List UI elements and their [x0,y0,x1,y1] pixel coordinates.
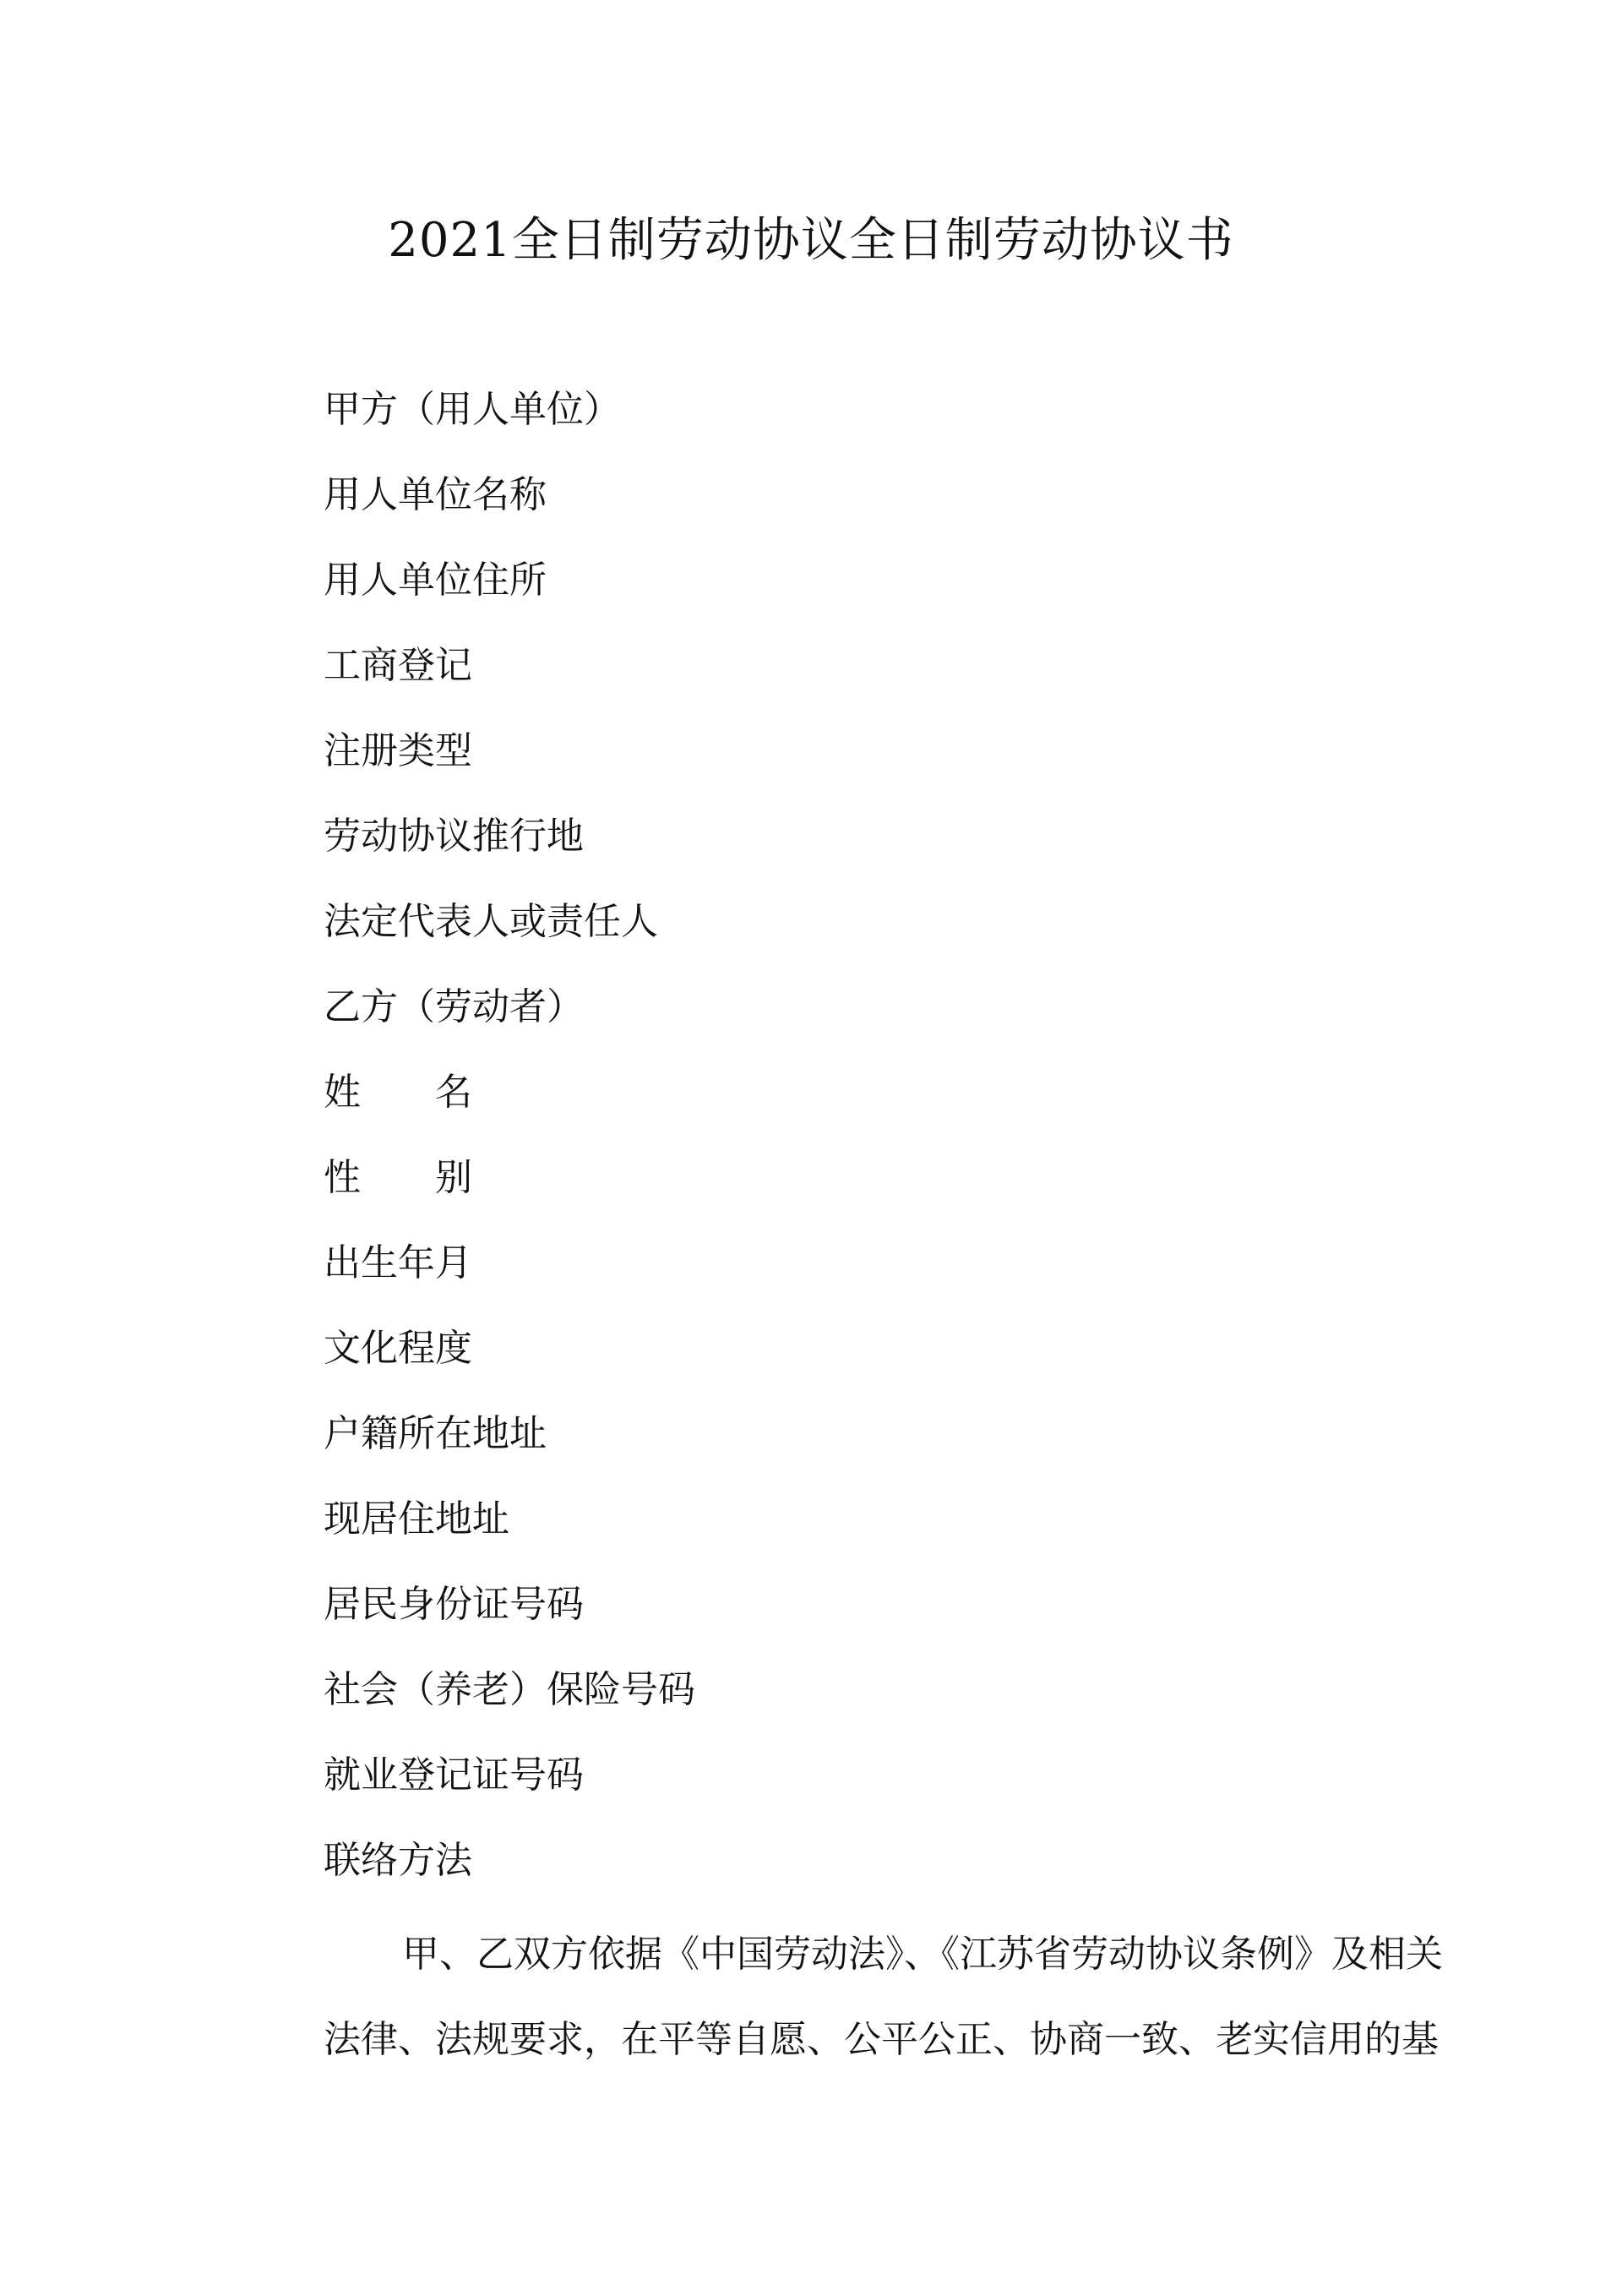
field-label: 工商登记 [324,644,472,687]
field-label: 现居住地址 [324,1497,509,1541]
body-paragraph [245,1912,1443,2082]
field-label: 用人单位住所 [324,559,547,602]
field-label: 用人单位名称 [324,473,547,516]
document-title: 2021全日制劳动协议全日制劳动协议书 [388,213,1234,268]
field-label: 居民身份证号码 [324,1583,584,1626]
field-label: 联络方法 [324,1839,472,1882]
field-label: 甲方（用人单位） [324,388,621,431]
field-label: 法定代表人或责任人 [324,900,658,943]
field-label: 户籍所在地址 [324,1412,547,1455]
field-label: 出生年月 [324,1241,472,1284]
party-info-field-list [324,376,695,1912]
field-label: 文化程度 [324,1327,472,1370]
field-label: 姓 名 [324,1071,472,1114]
body-paragraph-line: 甲、乙双方依据《中国劳动法》、《江苏省劳动协议条例》及相关 [402,1933,1443,1976]
field-label: 乙方（劳动者） [324,985,584,1028]
field-label: 就业登记证号码 [324,1753,584,1797]
field-label: 性 别 [324,1156,472,1199]
field-label: 注册类型 [324,729,472,772]
body-paragraph-line: 法律、法规要求，在平等自愿、公平公正、协商一致、老实信用的基 [324,2018,1439,2061]
field-label: 劳动协议推行地 [324,815,584,858]
field-label: 社会（养老）保险号码 [324,1668,695,1711]
